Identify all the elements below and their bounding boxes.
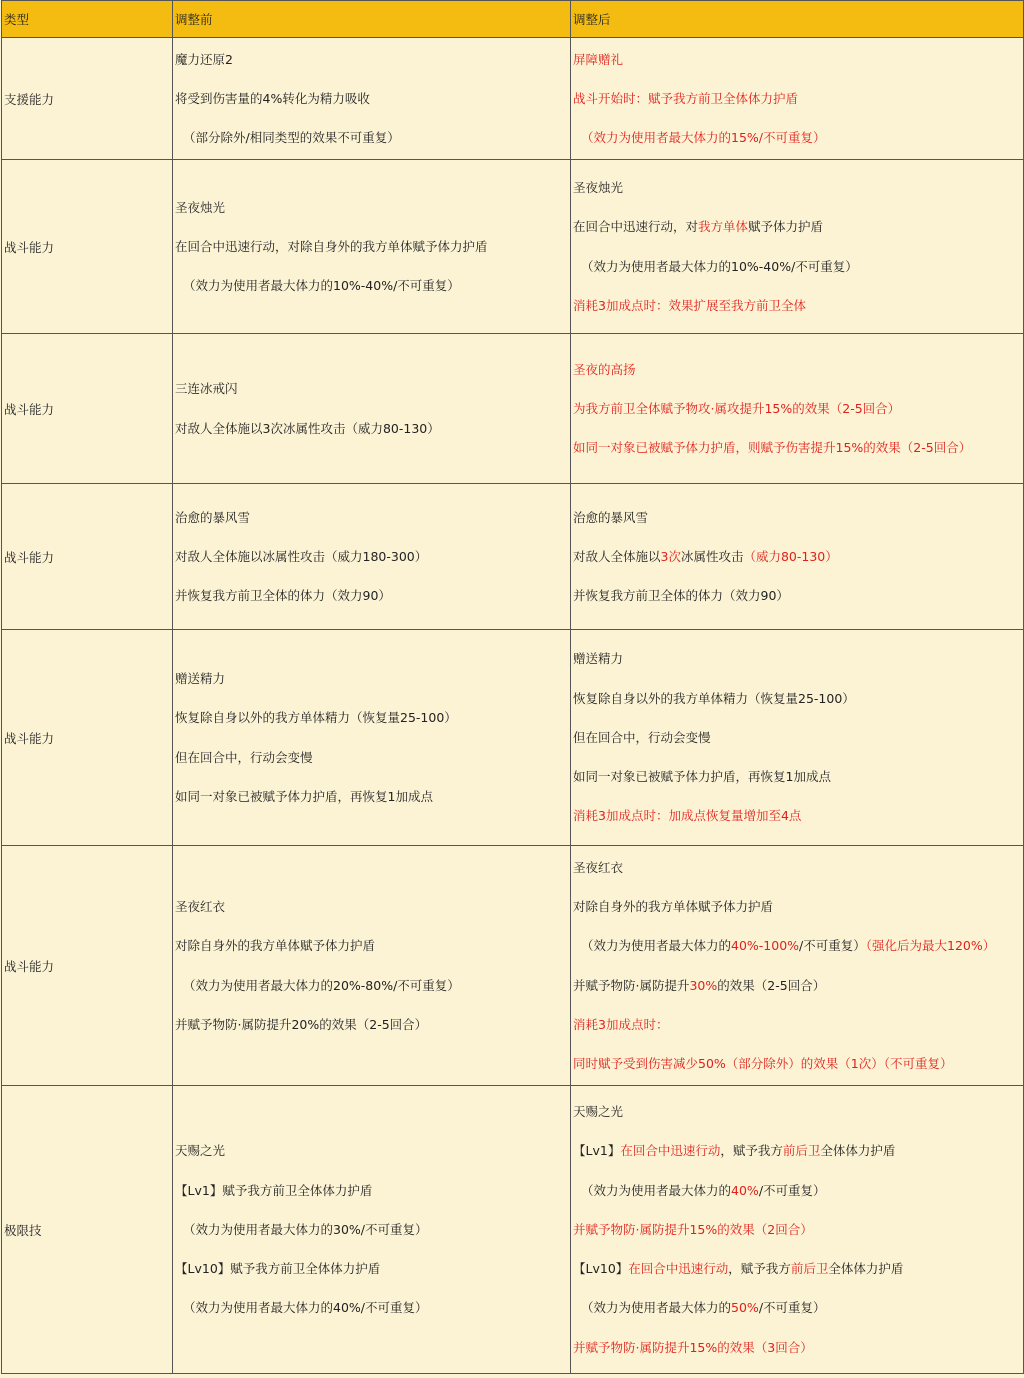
description-line	[175, 1171, 568, 1210]
description-line	[573, 1005, 1021, 1044]
skill-adjustment-table	[1, 0, 1024, 1374]
skill-type: 极限技	[2, 1086, 173, 1374]
before-cell	[173, 1086, 571, 1374]
text-segment: 对除自身外的我方单体赋予体力护盾	[573, 898, 774, 914]
description-line	[573, 576, 1021, 615]
text-segment: 对除自身外的我方单体赋予体力护盾	[175, 938, 376, 954]
description-line	[175, 1288, 568, 1327]
text-segment: （效力为使用者最大体力的30%/不可重复）	[183, 1221, 428, 1237]
text-segment: 全体体力护盾	[828, 1261, 904, 1277]
text-segment: 三连冰戒闪	[175, 381, 238, 397]
table-row	[2, 846, 1024, 1086]
text-segment: （效力为使用者最大体力的	[581, 1182, 732, 1198]
description-line	[573, 966, 1021, 1005]
text-segment: 在回合中迅速行动，对除自身外的我方单体赋予体力护盾	[175, 238, 488, 254]
description-line	[175, 188, 568, 227]
changed-text: 圣夜的高扬	[573, 361, 636, 377]
description-line	[573, 168, 1021, 207]
text-segment: （效力为使用者最大体力的20%-80%/不可重复）	[183, 977, 460, 993]
changed-text: 屏障赠礼	[573, 51, 624, 67]
description-line	[175, 966, 568, 1005]
text-segment: ，赋予我方	[728, 1261, 791, 1277]
text-segment: 圣夜烛光	[175, 199, 226, 215]
description-line	[573, 350, 1021, 389]
text-segment: 魔力还原2	[175, 51, 233, 67]
text-segment: （效力为使用者最大体力的	[581, 938, 732, 954]
description-line	[175, 227, 568, 266]
text-segment: 赋予体力护盾	[748, 219, 824, 235]
description-line	[175, 1249, 568, 1288]
skill-type: 战斗能力	[2, 630, 173, 846]
changed-text: 并赋予物防·属防提升15%的效果（3回合）	[573, 1339, 813, 1355]
description-line	[175, 79, 568, 118]
changed-text: 40%-100%	[731, 938, 800, 954]
text-segment: ，赋予我方	[720, 1143, 783, 1159]
changed-text: 消耗3加成点时：效果扩展至我方前卫全体	[573, 297, 806, 313]
text-segment: /不可重复）	[758, 1300, 826, 1316]
text-segment: 【Lv10】	[573, 1261, 629, 1277]
changed-text: 前后卫	[782, 1143, 821, 1159]
description-line	[175, 1131, 568, 1170]
text-segment: /不可重复）	[758, 1182, 826, 1198]
description-line	[175, 1210, 568, 1249]
text-segment: 恢复除自身以外的我方单体精力（恢复量25-100）	[175, 710, 457, 726]
text-segment: 并赋予物防·属防提升20%的效果（2-5回合）	[175, 1016, 428, 1032]
description-line	[573, 537, 1021, 576]
changed-text: 同时赋予受到伤害减少50%（部分除外）的效果（1次）（不可重复）	[573, 1056, 953, 1072]
changed-text: 在回合中迅速行动	[620, 1143, 721, 1159]
description-line	[573, 118, 1021, 157]
changed-text: （效力为使用者最大体力的15%/不可重复）	[581, 130, 826, 146]
description-line	[175, 1005, 568, 1044]
table-row	[2, 160, 1024, 334]
table-header-row	[2, 1, 1024, 38]
description-line	[175, 498, 568, 537]
text-segment: 对敌人全体施以3次冰属性攻击（威力80-130）	[175, 420, 440, 436]
description-line	[175, 537, 568, 576]
text-segment: 天赐之光	[175, 1143, 226, 1159]
changed-text: 40%	[731, 1182, 759, 1198]
before-cell	[173, 334, 571, 484]
description-line	[573, 757, 1021, 796]
after-cell	[571, 38, 1024, 160]
text-segment: （效力为使用者最大体力的10%-40%/不可重复）	[183, 278, 460, 294]
description-line	[175, 266, 568, 305]
changed-text: 为我方前卫全体赋予物攻·属攻提升15%的效果（2-5回合）	[573, 400, 901, 416]
after-cell	[571, 484, 1024, 630]
description-line	[573, 926, 1021, 965]
description-line	[175, 777, 568, 816]
text-segment: 治愈的暴风雪	[573, 509, 649, 525]
text-segment: 治愈的暴风雪	[175, 509, 251, 525]
changed-text: 50%	[731, 1300, 759, 1316]
text-segment: 【Lv10】赋予我方前卫全体体力护盾	[175, 1261, 381, 1277]
header-before: 调整前	[173, 1, 571, 38]
changed-text: 30%	[689, 977, 718, 993]
description-line	[175, 659, 568, 698]
text-segment: 天赐之光	[573, 1103, 624, 1119]
skill-type: 战斗能力	[2, 334, 173, 484]
after-cell	[571, 160, 1024, 334]
description-line	[573, 1092, 1021, 1131]
description-line	[573, 1044, 1021, 1083]
description-line	[175, 40, 568, 79]
description-line	[573, 1249, 1021, 1288]
before-cell	[173, 846, 571, 1086]
description-line	[175, 698, 568, 737]
after-cell	[571, 334, 1024, 484]
text-segment: 圣夜红衣	[573, 859, 624, 875]
text-segment: 如同一对象已被赋予体力护盾，再恢复1加成点	[175, 788, 433, 804]
table-row	[2, 630, 1024, 846]
text-segment: 圣夜红衣	[175, 898, 226, 914]
text-segment: /不可重复）	[799, 938, 866, 954]
text-segment: 对敌人全体施以	[573, 548, 661, 564]
text-segment: 冰属性攻击	[680, 548, 744, 564]
description-line	[175, 576, 568, 615]
after-cell	[571, 1086, 1024, 1374]
text-segment: 【Lv1】赋予我方前卫全体体力护盾	[175, 1182, 373, 1198]
before-cell	[173, 38, 571, 160]
description-line	[573, 639, 1021, 678]
text-segment: 恢复除自身以外的我方单体精力（恢复量25-100）	[573, 690, 855, 706]
text-segment: （效力为使用者最大体力的	[581, 1300, 732, 1316]
description-line	[573, 1210, 1021, 1249]
changed-text: 3次	[660, 548, 681, 564]
before-cell	[173, 630, 571, 846]
text-segment: 全体体力护盾	[820, 1143, 896, 1159]
description-line	[573, 796, 1021, 835]
description-line	[573, 207, 1021, 246]
description-line	[175, 887, 568, 926]
description-line	[573, 247, 1021, 286]
text-segment: 并赋予物防·属防提升	[573, 977, 690, 993]
description-line	[573, 286, 1021, 325]
text-segment: 赠送精力	[573, 651, 624, 667]
text-segment: （效力为使用者最大体力的40%/不可重复）	[183, 1300, 428, 1316]
changed-text: 消耗3加成点时：	[573, 1016, 669, 1032]
description-line	[175, 409, 568, 448]
changed-text: 在回合中迅速行动	[628, 1261, 729, 1277]
changed-text: 我方单体	[698, 219, 749, 235]
description-line	[573, 1131, 1021, 1170]
text-segment: 但在回合中，行动会变慢	[573, 729, 711, 745]
text-segment: 如同一对象已被赋予体力护盾，再恢复1加成点	[573, 769, 831, 785]
description-line	[573, 1328, 1021, 1367]
skill-type: 支援能力	[2, 38, 173, 160]
text-segment: （部分除外/相同类型的效果不可重复）	[183, 130, 400, 146]
description-line	[573, 1288, 1021, 1327]
text-segment: 将受到伤害量的4%转化为精力吸收	[175, 90, 370, 106]
before-cell	[173, 484, 571, 630]
skill-type: 战斗能力	[2, 484, 173, 630]
changed-text: （强化后为最大120%）	[865, 938, 996, 954]
description-line	[573, 1171, 1021, 1210]
table-row	[2, 334, 1024, 484]
description-line	[573, 887, 1021, 926]
table-row	[2, 1086, 1024, 1374]
text-segment: （效力为使用者最大体力的10%-40%/不可重复）	[581, 258, 858, 274]
text-segment: 对敌人全体施以冰属性攻击（威力180-300）	[175, 548, 428, 564]
skill-type: 战斗能力	[2, 846, 173, 1086]
changed-text: （威力80-130）	[743, 548, 838, 564]
description-line	[573, 389, 1021, 428]
description-line	[573, 428, 1021, 467]
header-after: 调整后	[571, 1, 1024, 38]
text-segment: 赠送精力	[175, 670, 226, 686]
changed-text: 消耗3加成点时：加成点恢复量增加至4点	[573, 808, 802, 824]
description-line	[175, 369, 568, 408]
text-segment: 【Lv1】	[573, 1143, 621, 1159]
after-cell	[571, 846, 1024, 1086]
description-line	[573, 79, 1021, 118]
text-segment: 的效果（2-5回合）	[717, 977, 826, 993]
description-line	[573, 40, 1021, 79]
table-row	[2, 38, 1024, 160]
text-segment: 并恢复我方前卫全体的体力（效力90）	[175, 588, 391, 604]
before-cell	[173, 160, 571, 334]
table-body	[2, 38, 1024, 1374]
description-line	[573, 848, 1021, 887]
changed-text: 并赋予物防·属防提升15%的效果（2回合）	[573, 1221, 813, 1237]
after-cell	[571, 630, 1024, 846]
description-line	[573, 718, 1021, 757]
changed-text: 如同一对象已被赋予体力护盾，则赋予伤害提升15%的效果（2-5回合）	[573, 440, 972, 456]
text-segment: 在回合中迅速行动，对	[573, 219, 699, 235]
changed-text: 前后卫	[790, 1261, 829, 1277]
description-line	[175, 118, 568, 157]
description-line	[573, 679, 1021, 718]
text-segment: 并恢复我方前卫全体的体力（效力90）	[573, 588, 789, 604]
description-line	[573, 498, 1021, 537]
changed-text: 战斗开始时：赋予我方前卫全体体力护盾	[573, 90, 799, 106]
table-row	[2, 484, 1024, 630]
skill-type: 战斗能力	[2, 160, 173, 334]
header-type: 类型	[2, 1, 173, 38]
description-line	[175, 738, 568, 777]
text-segment: 圣夜烛光	[573, 179, 624, 195]
description-line	[175, 926, 568, 965]
text-segment: 但在回合中，行动会变慢	[175, 749, 313, 765]
